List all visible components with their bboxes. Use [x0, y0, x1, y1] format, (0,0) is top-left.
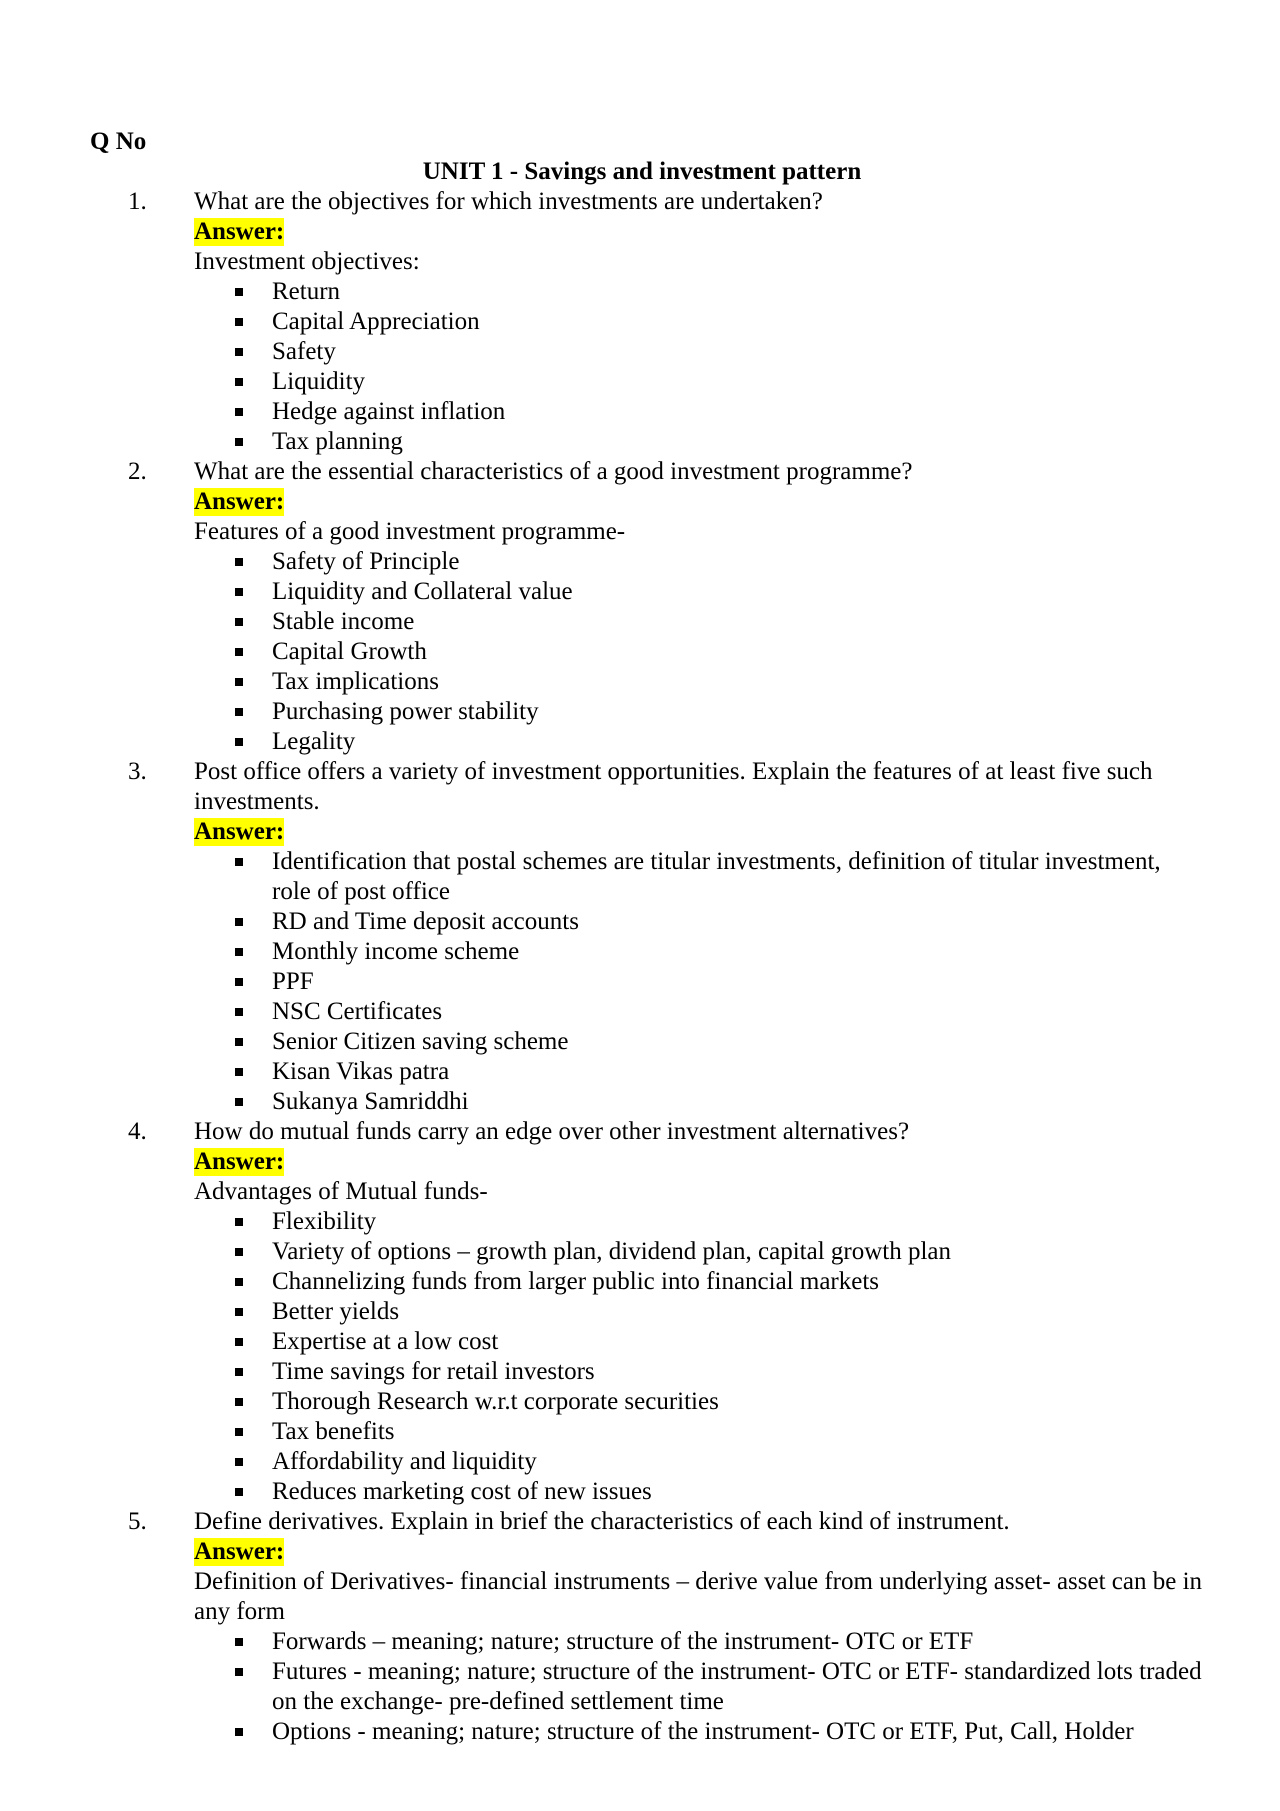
question-number: 1. — [128, 188, 147, 215]
question-body — [194, 457, 1204, 757]
bullet-item: Identification that postal schemes are titular investments, definition of titular investment, role of post office — [194, 847, 1204, 907]
bullet-item: Thorough Research w.r.t corporate securities — [194, 1387, 1204, 1417]
answer-label: Answer: — [194, 488, 285, 515]
bullet-item: Flexibility — [194, 1207, 1204, 1237]
bullet-item: Safety of Principle — [194, 547, 1204, 577]
bullet-item: Tax benefits — [194, 1417, 1204, 1447]
answer-bullet-list — [194, 1207, 1204, 1507]
bullet-item: Hedge against inflation — [194, 397, 1204, 427]
answer-label: Answer: — [194, 1538, 285, 1565]
bullet-item: Forwards – meaning; nature; structure of the instrument- OTC or ETF — [194, 1627, 1204, 1657]
bullet-item: Expertise at a low cost — [194, 1327, 1204, 1357]
question-body — [194, 187, 1204, 457]
bullet-item: Monthly income scheme — [194, 937, 1204, 967]
question-text: How do mutual funds carry an edge over other investment alternatives? — [194, 1118, 910, 1145]
answer-label: Answer: — [194, 218, 285, 245]
bullet-item: Reduces marketing cost of new issues — [194, 1477, 1204, 1507]
question-number: 2. — [128, 458, 147, 485]
question-block — [0, 757, 1280, 1117]
question-block — [0, 1507, 1280, 1747]
question-text: What are the objectives for which investments are undertaken? — [194, 188, 823, 215]
bullet-item: Capital Growth — [194, 637, 1204, 667]
bullet-item: Capital Appreciation — [194, 307, 1204, 337]
bullet-item: NSC Certificates — [194, 997, 1204, 1027]
qno-header: Q No — [90, 128, 147, 155]
question-body — [194, 1507, 1204, 1747]
bullet-item: Affordability and liquidity — [194, 1447, 1204, 1477]
answer-bullet-list — [194, 547, 1204, 757]
answer-bullet-list — [194, 1627, 1204, 1747]
bullet-item: RD and Time deposit accounts — [194, 907, 1204, 937]
question-text: Post office offers a variety of investment opportunities. Explain the features of at least five such investments. — [194, 758, 1153, 815]
bullet-item: Purchasing power stability — [194, 697, 1204, 727]
bullet-item: Tax implications — [194, 667, 1204, 697]
unit-title: UNIT 1 - Savings and investment pattern — [422, 158, 862, 185]
bullet-item: Variety of options – growth plan, dividend plan, capital growth plan — [194, 1237, 1204, 1267]
bullet-item: Sukanya Samriddhi — [194, 1087, 1204, 1117]
bullet-item: Channelizing funds from larger public into financial markets — [194, 1267, 1204, 1297]
answer-label: Answer: — [194, 818, 285, 845]
answer-bullet-list — [194, 277, 1204, 457]
answer-intro: Definition of Derivatives- financial instruments – derive value from underlying asset- asset can be in any form — [194, 1568, 1203, 1625]
question-body — [194, 1117, 1204, 1507]
bullet-item: Senior Citizen saving scheme — [194, 1027, 1204, 1057]
answer-intro: Advantages of Mutual funds- — [194, 1178, 488, 1205]
answer-bullet-list — [194, 847, 1204, 1117]
bullet-item: Liquidity and Collateral value — [194, 577, 1204, 607]
bullet-item: Better yields — [194, 1297, 1204, 1327]
bullet-item: Return — [194, 277, 1204, 307]
question-block — [0, 187, 1280, 457]
bullet-item: Time savings for retail investors — [194, 1357, 1204, 1387]
bullet-item: Liquidity — [194, 367, 1204, 397]
question-text: Define derivatives. Explain in brief the characteristics of each kind of instrument. — [194, 1508, 1010, 1535]
question-block — [0, 1117, 1280, 1507]
bullet-item: Futures - meaning; nature; structure of the instrument- OTC or ETF- standardized lots traded on the exchange- pre-defined settlement time — [194, 1657, 1204, 1717]
bullet-item: Legality — [194, 727, 1204, 757]
question-number: 3. — [128, 758, 147, 785]
question-body — [194, 757, 1204, 1117]
question-number: 5. — [128, 1508, 147, 1535]
answer-intro: Features of a good investment programme- — [194, 518, 626, 545]
question-block — [0, 457, 1280, 757]
bullet-item: Stable income — [194, 607, 1204, 637]
bullet-item: Tax planning — [194, 427, 1204, 457]
answer-label: Answer: — [194, 1148, 285, 1175]
bullet-item: PPF — [194, 967, 1204, 997]
bullet-item: Kisan Vikas patra — [194, 1057, 1204, 1087]
question-number: 4. — [128, 1118, 147, 1145]
bullet-item: Options - meaning; nature; structure of the instrument- OTC or ETF, Put, Call, Holder — [194, 1717, 1204, 1747]
question-list — [0, 187, 1280, 1747]
bullet-item: Safety — [194, 337, 1204, 367]
question-text: What are the essential characteristics of a good investment programme? — [194, 458, 913, 485]
answer-intro: Investment objectives: — [194, 248, 420, 275]
